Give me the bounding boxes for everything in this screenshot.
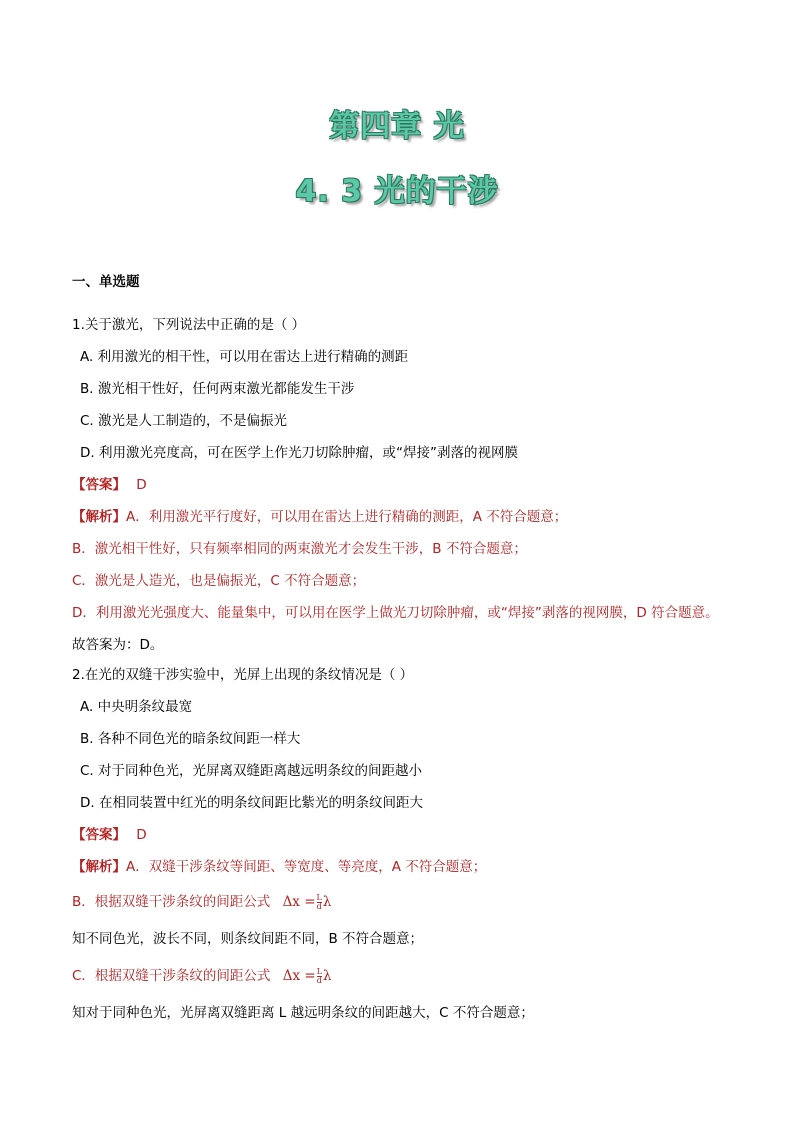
answer-value: D <box>136 827 147 843</box>
question-1-analysis-c: C．激光是人造光，也是偏振光，C 不符合题意； <box>72 573 366 589</box>
question-2-analysis-a <box>72 858 486 876</box>
question-2-stem: 2.在光的双缝干涉实验中，光屏上出现的条纹情况是（ ） <box>72 667 414 683</box>
formula-rhs: λ <box>322 894 332 910</box>
formula-fraction <box>317 894 322 911</box>
answer-label: 【答案】 <box>72 477 126 493</box>
question-2-option-a: A. 中央明条纹最宽 <box>80 699 193 715</box>
formula-numerator: L <box>316 967 323 976</box>
question-1-stem: 1.关于激光，下列说法中正确的是（ ） <box>72 317 306 333</box>
spacing-formula <box>283 894 332 910</box>
analysis-label: 【解析】 <box>72 509 126 525</box>
question-1-analysis-a <box>72 508 567 526</box>
formula-fraction <box>317 968 322 985</box>
analysis-text: B．根据双缝干涉条纹的间距公式 <box>72 894 271 910</box>
analysis-text: A．双缝干涉条纹等间距、等宽度、等亮度，A 不符合题意； <box>126 859 487 875</box>
question-2-analysis-b-cont: 知不同色光，波长不同，则条纹间距不同，B 不符合题意； <box>72 931 424 947</box>
question-2-analysis-c <box>72 967 332 985</box>
question-2-option-c: C. 对于同种色光，光屏离双缝距离越远明条纹的间距越小 <box>80 763 423 779</box>
spacing-formula <box>283 968 332 984</box>
question-2-answer <box>72 826 147 844</box>
question-1-option-b: B. 激光相干性好，任何两束激光都能发生干涉 <box>80 381 355 397</box>
question-1-conclusion: 故答案为：D。 <box>72 637 164 653</box>
formula-numerator: L <box>316 893 322 902</box>
question-1-option-a: A. 利用激光的相干性，可以用在雷达上进行精确的测距 <box>80 349 409 365</box>
question-1-analysis-d: D．利用激光光强度大、能量集中，可以用在医学上做光刀切除肿瘤，或“焊接”剥落的视网膜，D 符合题意。 <box>72 605 719 621</box>
chapter-title: 第四章 光 <box>329 109 465 144</box>
answer-label: 【答案】 <box>72 827 126 843</box>
question-1-option-c: C. 激光是人工制造的，不是偏振光 <box>80 413 288 429</box>
question-2-analysis-c-cont: 知对于同种色光，光屏离双缝距离 L 越远明条纹的间距越大，C 不符合题意； <box>72 1005 534 1021</box>
formula-denominator: d <box>316 976 322 985</box>
question-1-answer <box>72 476 147 494</box>
formula-lhs: Δx = <box>282 968 316 984</box>
question-1-option-d: D. 利用激光亮度高，可在医学上作光刀切除肿瘤，或“焊接”剥落的视网膜 <box>80 445 518 461</box>
formula-rhs: λ <box>323 968 332 984</box>
answer-value: D <box>136 477 147 493</box>
question-2-option-b: B. 各种不同色光的暗条纹间距一样大 <box>80 731 301 747</box>
formula-lhs: Δx = <box>282 894 316 910</box>
analysis-text: C．根据双缝干涉条纹的间距公式 <box>72 968 271 984</box>
analysis-text: A．利用激光平行度好，可以用在雷达上进行精确的测距，A 不符合题意； <box>126 509 568 525</box>
analysis-label: 【解析】 <box>72 859 126 875</box>
question-1-analysis-b: B．激光相干性好，只有频率相同的两束激光才会发生干涉，B 不符合题意； <box>72 541 527 557</box>
section-heading: 一、单选题 <box>72 274 140 290</box>
section-title: 4. 3 光的干涉 <box>295 174 499 209</box>
formula-denominator: d <box>316 902 322 911</box>
question-2-option-d: D. 在相同装置中红光的明条纹间距比紫光的明条纹间距大 <box>80 795 423 811</box>
question-2-analysis-b <box>72 893 331 911</box>
